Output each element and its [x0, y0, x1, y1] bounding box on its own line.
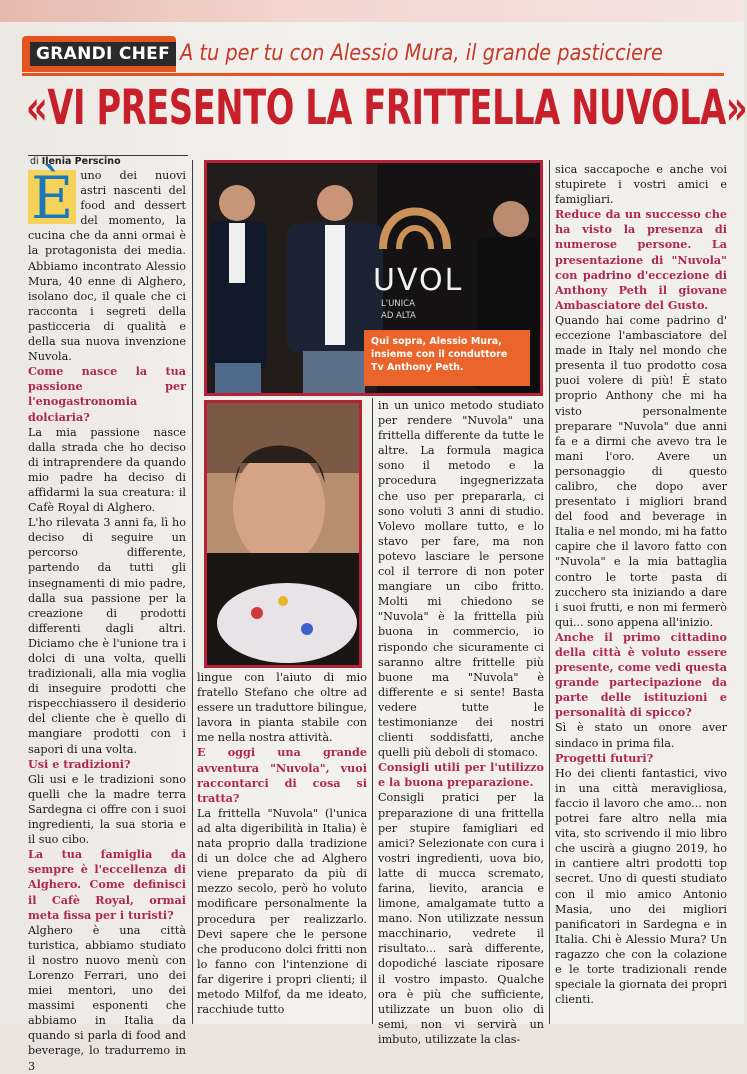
question-text: Usi e tradizioni?	[28, 756, 131, 771]
paragraph	[378, 790, 544, 1047]
logo-subtext-2: AD ALTA	[381, 311, 416, 321]
paragraph-text: Alghero è una città turistica, abbiamo studiato il nostro nuovo menù con Lorenzo Ferrari, uno dei miei mentori, uno dei massimi esponenti che abbiamo in Italia da quando si parla di food and beverage, lo tradurremo in 3	[28, 923, 186, 1073]
interview-question	[555, 207, 727, 313]
logo-word: UVOL	[373, 263, 464, 298]
interview-question	[197, 745, 367, 805]
page-top-band	[0, 0, 744, 22]
question-text: Come nasce la tua passione per l'enogastronomia dolciaria?	[28, 364, 186, 424]
paragraph-text: lingue con l'aiuto di mio fratello Stefano che oltre ad essere un traduttore bilingue, lavora in pianta stabile con me nella nostra attività.	[197, 671, 367, 745]
paragraph-text: sica saccapoche e anche voi stupirete i vostri amici e famigliari.	[555, 163, 727, 207]
paragraph-text: Consigli pratici per la preparazione di una frittella per stupire famigliari ed amici? Selezionate con cura i vostri ingredienti, uova bio, latte di mucca scremato, farina, lievito, arancia e limone, amalgamate tutto a mano. Non utilizzate nessun macchinario, vedrete il risultato... sarà differente, dopodiché lasciate riposare il vostro impasto. Qualche ora è più che sufficiente, utilizzate un buon olio di semi, non vi servirà un imbuto, utilizzate la clas-	[378, 791, 544, 1046]
paragraph	[28, 164, 186, 364]
photo-chef-portrait	[204, 400, 362, 668]
paragraph	[197, 806, 367, 1017]
paragraph-text: La frittella "Nuvola" (l'unica ad alta digeribilità in Italia) è nata proprio dalla tradizione di un dolce che ad Alghero viene preparato da più di mezzo secolo, però ho voluto modificare personalmente la procedura per realizzarlo. Devi sapere che le persone che producono dolci fritti non lo fanno con l'intenzione di far digerire i propri clienti; il metodo Milfof, da me ideato, racchiude tutto	[197, 806, 367, 1017]
interview-question	[28, 757, 186, 772]
paragraph-text: Gli usi e le tradizioni sono quelli che la madre terra Sardegna ci offre con i suoi ingredienti, la sua storia e il suo cibo.	[28, 772, 186, 847]
column-rule	[549, 160, 550, 1024]
paragraph-text: Quando hai come padrino d' eccezione l'ambasciatore del made in Italy nel mondo che presenta il tuo prodotto cosa puoi volere di più! È stato proprio Anthony che mi ha visto personalmente preparare "Nuvola" due anni fa e a dirmi che avevo tra le mani l'oro. Avere un personaggio di questo calibro, che dopo aver presentato i migliori brand del food and beverage in Italia e nel mondo, mi ha fatto capire che il lavoro fatto con "Nuvola" e la mia battaglia contro le torte pasta di zucchero sta iniziando a dare i suoi frutti, e non mi fermerò qui... sono appena all'inizio.	[555, 313, 727, 629]
nuvola-logo-icon	[373, 189, 457, 253]
paragraph	[28, 923, 186, 1074]
logo-subtext-1: L'UNICA	[381, 299, 415, 309]
paragraph	[28, 772, 186, 847]
question-text: E oggi una grande avventura "Nuvola", vuoi raccontarci di cosa si tratta?	[197, 745, 367, 805]
text-column-3	[378, 398, 544, 1046]
section-label: GRANDI CHEF	[30, 42, 176, 66]
question-text: Progetti futuri?	[555, 750, 654, 765]
photo-caption: Qui sopra, Alessio Mura, insieme con il conduttore Tv Anthony Peth.	[364, 330, 530, 386]
paragraph	[555, 162, 727, 207]
drop-cap: È	[28, 170, 76, 224]
text-column-1	[28, 164, 186, 1073]
column-rule	[372, 398, 373, 1024]
interview-question	[28, 364, 186, 424]
byline-prefix: di	[30, 156, 39, 167]
paragraph-text: in un unico metodo studiato per rendere "Nuvola" una frittella differente da tutte le altre. La formula magica sono il metodo e la procedura ingegnerizzata che uso per prepararla, ci sono voluti 3 anni di studio. Volevo mollare tutto, e lo stavo per fare, ma non potevo lasciare le persone col il terrore di non poter mangiare un cibo fritto. Molti mi chiedono se "Nuvola" è la frittella più buona in commercio, io rispondo che sicuramente ci saranno altre frittelle più buone ma "Nuvola" è differente e si sente! Basta vedere tutte le testimonianze dei nostri clienti soddisfatti, anche quelli più deboli di stomaco.	[378, 399, 544, 760]
byline-author: Ilenia Perscino	[41, 156, 121, 167]
paragraph-text: uno dei nuovi astri nascenti del food and dessert del momento, la cucina che da anni ormai è la protagonista dei media. Abbiamo incontrato Alessio Mura, 40 enne di Alghero, isolano doc, il quale che ci racconta i segreti della pasticceria di qualità e della sua nuova invenzione Nuvola.	[28, 169, 186, 364]
paragraph	[555, 720, 727, 750]
question-text: Reduce da un successo che ha visto la presenza di numerose persone. La presentazione di "Nuvola" con padrino d'eccezione di Anthony Peth il giovane Ambasciatore del Gusto.	[555, 207, 727, 312]
paragraph	[555, 766, 727, 1008]
article-headline: «VI PRESENTO LA FRITTELLA NUVOLA»	[26, 80, 747, 136]
interview-question	[28, 847, 186, 922]
byline-rule	[28, 155, 188, 156]
paragraph-text: L'ho rilevata 3 anni fa, lì ho deciso di seguire un percorso differente, partendo da tutti gli insegnamenti di mio padre, dalla sua passione per la creazione di prodotti differenti dagli altri. Diciamo che è l'unione tra i dolci di una volta, quelli tradizionali, alla mia voglia di inseguire prodotti che rispecchiassero il desiderio del cliente che è quello di mangiare prodotti con i sapori di una volta.	[28, 516, 186, 756]
paragraph-text: La mia passione nasce dalla strada che ho deciso di intraprendere da quando mio padre ha deciso di affidarmi la sua creatura: il Cafè Royal di Alghero.	[28, 425, 186, 515]
question-text: Anche il primo cittadino della città è voluto essere presente, come vedi questa grande partecipazione da parte delle istituzioni e personalità di spicco?	[555, 629, 727, 720]
paragraph-text: Ho dei clienti fantastici, vivo in una città meravigliosa, faccio il lavoro che amo... non potrei fare altro nella mia vita, sto scrivendo il mio libro che uscirà a giugno 2019, ho in cantiere altri prodotti top secret. Uno di questi studiato con il mio amico Antonio Masia, uno dei migliori panificatori in Sardegna e in Italia. Chi è Alessio Mura? Un ragazzo che con la colazione e le torte tradizionali rende speciale la giornata dei propri clienti.	[555, 766, 727, 1007]
text-column-4	[555, 162, 727, 1024]
photo-portrait-illustration	[207, 403, 359, 665]
paragraph-text: Sì è stato un onore aver sindaco in prima fila.	[555, 721, 727, 750]
text-column-2	[197, 670, 367, 1024]
column-rule	[192, 160, 193, 1024]
paragraph	[28, 425, 186, 516]
paragraph	[555, 313, 727, 630]
header-rule	[22, 73, 724, 76]
question-text: La tua famiglia da sempre è l'eccellenza di Alghero. Come definisci il Cafè Royal, ormai meta fissa per i turisti?	[28, 847, 186, 922]
paragraph	[197, 670, 367, 745]
interview-question	[555, 751, 727, 766]
paragraph	[28, 515, 186, 757]
article-subtitle: A tu per tu con Alessio Mura, il grande pasticciere	[180, 40, 663, 66]
interview-question	[555, 630, 727, 721]
paragraph	[378, 398, 544, 760]
interview-question	[378, 760, 544, 790]
question-text: Consigli utili per l'utilizzo e la buona preparazione.	[378, 760, 544, 790]
